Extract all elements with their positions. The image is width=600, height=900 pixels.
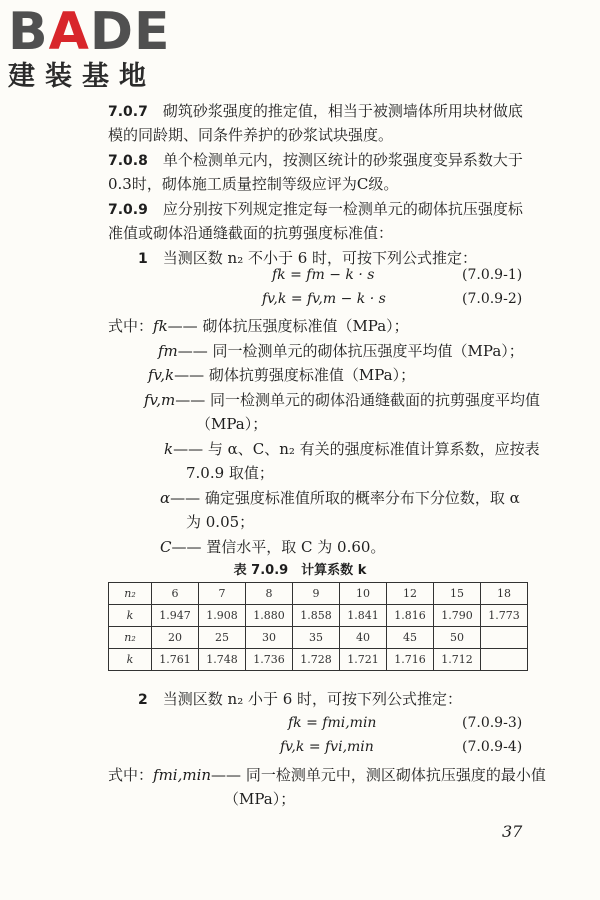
formula-7092-tag: (7.0.9-2) — [462, 291, 523, 307]
formula-7094: fv,k = fvi,min — [280, 739, 374, 755]
def-fk: 式中：fk—— 砌体抗压强度标准值（MPa）； — [108, 317, 409, 335]
table-cell: 12 — [387, 583, 434, 605]
table-caption: 表 7.0.9 计算系数 k — [233, 563, 367, 578]
def-fvm: fv,m—— 同一检测单元的砌体沿通缝截面的抗剪强度平均值 — [144, 391, 541, 409]
clause-709-line2: 准值或砌体沿通缝截面的抗剪强度标准值： — [108, 224, 394, 242]
table-cell — [481, 649, 528, 671]
table-cell: 8 — [246, 583, 293, 605]
def-k-cont: 7.0.9 取值； — [186, 464, 274, 482]
table-cell: 1.736 — [246, 649, 293, 671]
table-cell: 1.947 — [152, 605, 199, 627]
formula-7092: fv,k = fv,m − k · s — [262, 291, 386, 307]
table-cell: 1.748 — [199, 649, 246, 671]
table-cell: 30 — [246, 627, 293, 649]
table-cell: 18 — [481, 583, 528, 605]
clause-708-line2: 0.3时，砌体施工质量控制等级应评为C级。 — [108, 175, 399, 193]
table-row — [109, 583, 528, 605]
table-cell: 15 — [434, 583, 481, 605]
table-cell: 1.790 — [434, 605, 481, 627]
page-number: 37 — [502, 822, 523, 841]
table-cell: 45 — [387, 627, 434, 649]
item-1: 1 当测区数 n₂ 不小于 6 时，可按下列公式推定： — [138, 249, 478, 267]
row-label: k — [109, 605, 152, 627]
def-fmimin-cont: （MPa）； — [224, 790, 296, 808]
table-cell: 1.908 — [199, 605, 246, 627]
formula-7093-tag: (7.0.9-3) — [462, 715, 523, 731]
table-cell: 50 — [434, 627, 481, 649]
table-cell: 1.816 — [387, 605, 434, 627]
table-cell: 1.773 — [481, 605, 528, 627]
table-cell: 1.712 — [434, 649, 481, 671]
logo-wordmark: BADE — [8, 2, 171, 62]
row-label: k — [109, 649, 152, 671]
table-cell: 1.728 — [293, 649, 340, 671]
table-cell — [481, 627, 528, 649]
clause-707-line1: 7.0.7 砌筑砂浆强度的推定值，相当于被测墙体所用块材做底 — [108, 102, 523, 120]
def-alpha: α—— 确定强度标准值所取的概率分布下分位数，取 α — [160, 489, 520, 507]
table-cell: 1.761 — [152, 649, 199, 671]
def-fm: fm—— 同一检测单元的砌体抗压强度平均值（MPa）； — [158, 342, 524, 360]
clause-709-line1: 7.0.9 应分别按下列规定推定每一检测单元的砌体抗压强度标 — [108, 200, 523, 218]
table-row — [109, 605, 528, 627]
def-fvk: fv,k—— 砌体抗剪强度标准值（MPa）； — [148, 366, 416, 384]
table-cell: 7 — [199, 583, 246, 605]
def-c: C—— 置信水平，取 C 为 0.60。 — [160, 538, 386, 556]
def-fmimin: 式中：fmi,min—— 同一检测单元中，测区砌体抗压强度的最小值 — [108, 766, 546, 784]
def-alpha-cont: 为 0.05； — [186, 513, 255, 531]
formula-7091: fk = fm − k · s — [272, 267, 375, 283]
row-label: n₂ — [109, 627, 152, 649]
table-cell: 40 — [340, 627, 387, 649]
table-cell: 1.841 — [340, 605, 387, 627]
coefficient-table — [108, 582, 528, 671]
formula-7094-tag: (7.0.9-4) — [462, 739, 523, 755]
row-label: n₂ — [109, 583, 152, 605]
table-cell: 6 — [152, 583, 199, 605]
table-cell: 9 — [293, 583, 340, 605]
table-cell: 25 — [199, 627, 246, 649]
table-row — [109, 627, 528, 649]
bade-logo — [8, 4, 171, 92]
def-fvm-cont: （MPa）； — [196, 415, 268, 433]
formula-7093: fk = fmi,min — [288, 715, 377, 731]
table-cell: 1.858 — [293, 605, 340, 627]
table-cell: 10 — [340, 583, 387, 605]
clause-708-line1: 7.0.8 单个检测单元内，按测区统计的砂浆强度变异系数大于 — [108, 151, 523, 169]
table-cell: 1.721 — [340, 649, 387, 671]
item-2: 2 当测区数 n₂ 小于 6 时，可按下列公式推定： — [138, 690, 463, 708]
table-cell: 1.880 — [246, 605, 293, 627]
table-row — [109, 649, 528, 671]
logo-subtitle: 建装基地 — [8, 61, 156, 92]
table-cell: 35 — [293, 627, 340, 649]
table-cell: 1.716 — [387, 649, 434, 671]
formula-7091-tag: (7.0.9-1) — [462, 267, 523, 283]
def-k: k—— 与 α、C、n₂ 有关的强度标准值计算系数，应按表 — [164, 440, 540, 458]
clause-707-line2: 模的同龄期、同条件养护的砂浆试块强度。 — [108, 126, 394, 144]
table-cell: 20 — [152, 627, 199, 649]
